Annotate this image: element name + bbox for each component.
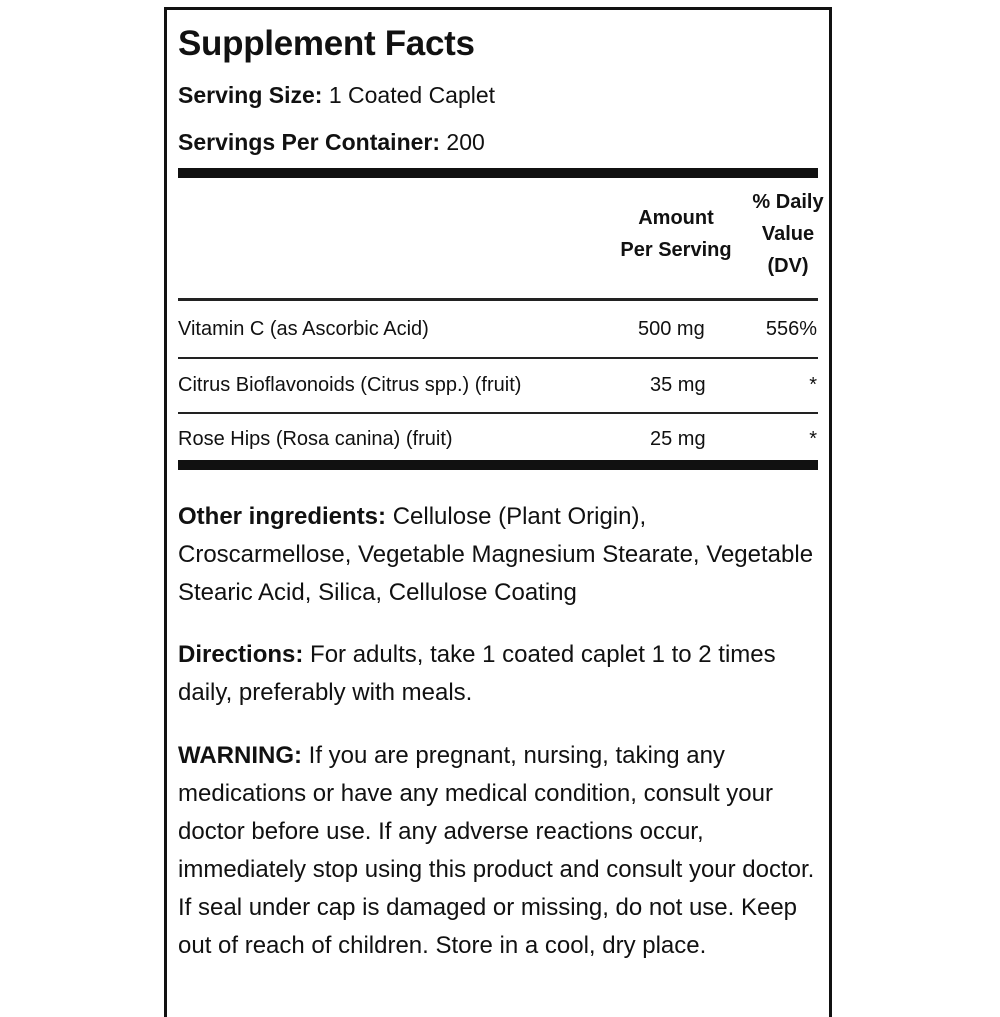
- dv-header-line1: % Daily: [752, 191, 824, 213]
- directions-label: Directions:: [178, 641, 304, 668]
- serving-size-value: 1 Coated Caplet: [328, 82, 496, 108]
- other-ingredients-text: Cellulose (Plant Origin), Croscarmellose, Vegetable Magnesium Stearate, Vegetable Stearic Acid, Silica, Cellulose Coating: [178, 503, 814, 606]
- directions-section: [178, 636, 818, 712]
- ingredient-dv: *: [809, 374, 817, 396]
- dv-header-line2: Value: [761, 223, 815, 245]
- ingredient-dv: *: [809, 428, 817, 450]
- thick-divider-bottom: [178, 460, 818, 470]
- warning-label: WARNING:: [178, 742, 302, 769]
- other-ingredients-label: Other ingredients:: [178, 503, 387, 530]
- ingredient-amount: 35 mg: [650, 374, 706, 396]
- ingredient-amount: 500 mg: [638, 318, 705, 340]
- ingredient-name: Vitamin C (as Ascorbic Acid): [178, 318, 429, 340]
- directions-text: For adults, take 1 coated caplet 1 to 2 times daily, preferably with meals.: [178, 641, 776, 706]
- warning-section: [178, 737, 818, 965]
- ingredient-dv: 556%: [765, 318, 817, 340]
- serving-size-label: Serving Size:: [178, 82, 323, 108]
- ingredient-amount: 25 mg: [650, 428, 706, 450]
- supplement-facts-panel: [164, 7, 832, 1017]
- amount-header-line1: Amount: [638, 207, 714, 229]
- panel-title: Supplement Facts: [178, 24, 475, 63]
- servings-per-container-label: Servings Per Container:: [178, 129, 441, 155]
- ingredient-name: Rose Hips (Rosa canina) (fruit): [178, 428, 453, 450]
- ingredient-name: Citrus Bioflavonoids (Citrus spp.) (fruit): [178, 374, 522, 396]
- other-ingredients-section: [178, 498, 818, 612]
- thick-divider-top: [178, 168, 818, 178]
- servings-per-container-value: 200: [446, 129, 485, 155]
- row-divider: [178, 412, 818, 414]
- serving-size-line: [178, 82, 495, 109]
- dv-header-line3: (DV): [767, 255, 809, 277]
- amount-header-line2: Per Serving: [620, 239, 732, 261]
- servings-per-container-line: [178, 129, 485, 156]
- daily-value-header: [726, 186, 850, 282]
- header-divider: [178, 298, 818, 301]
- warning-text: If you are pregnant, nursing, taking any medications or have any medical condition, consult your doctor before use. If any adverse reactions occur, immediately stop using this product and consult your doctor. If seal under cap is damaged or missing, do not use. Keep out of reach of children. Store in a cool, dry place.: [178, 742, 815, 959]
- row-divider: [178, 357, 818, 359]
